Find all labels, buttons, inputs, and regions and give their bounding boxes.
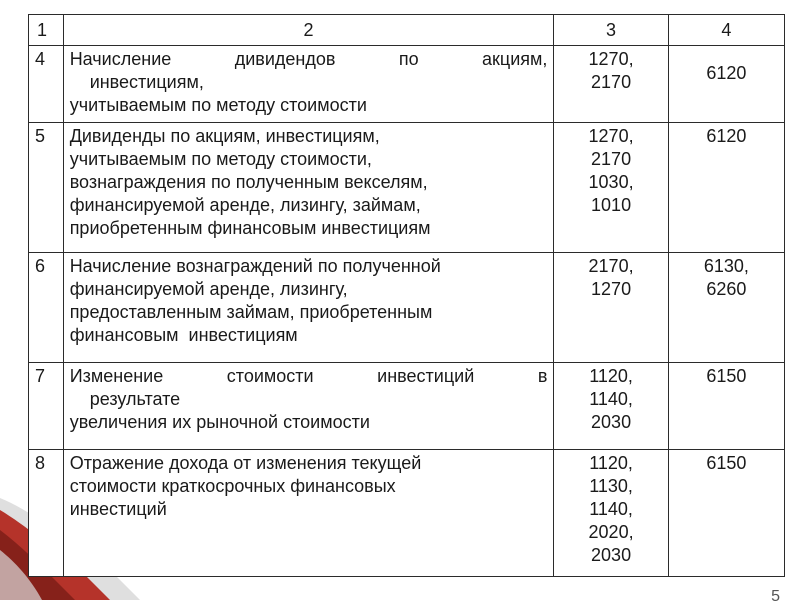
- code-line: 1120,: [589, 453, 633, 473]
- description-line: Дивиденды по акциям, инвестициям,: [69, 126, 380, 146]
- row-description: [63, 363, 554, 450]
- table-header-row: [29, 15, 785, 46]
- description-line: результате: [89, 389, 181, 409]
- row-col4-codes: [668, 123, 784, 253]
- code-line: 1270: [591, 279, 632, 299]
- description-line: учитываемым по методу стоимости,: [69, 149, 372, 169]
- description-line: финансируемой аренде, лизингу,: [69, 279, 348, 299]
- code-line: 1010: [591, 195, 632, 215]
- description-line: Начисление вознаграждений по полученной: [69, 256, 441, 276]
- code-line: 1270,: [588, 126, 634, 146]
- row-number: 7: [29, 363, 64, 450]
- description-line: финансируемой аренде, лизингу, займам,: [69, 195, 421, 215]
- code-line: 1030,: [588, 172, 634, 192]
- table-row: [29, 450, 785, 577]
- code-line: 2030: [591, 545, 632, 565]
- code-line: 1140,: [589, 389, 633, 409]
- row-col3-codes: [554, 450, 668, 577]
- row-number: 6: [29, 253, 64, 363]
- row-description: [63, 253, 554, 363]
- description-line: стоимости краткосрочных финансовых: [69, 476, 396, 496]
- code-line: 6150: [706, 366, 747, 386]
- code-line: 2020,: [588, 522, 634, 542]
- row-col4-codes: [668, 363, 784, 450]
- row-col4-codes: [668, 253, 784, 363]
- code-line: 1270,: [588, 49, 634, 69]
- table-row: [29, 46, 785, 123]
- description-line: приобретенным финансовым инвестициям: [69, 218, 431, 238]
- code-line: 6130,: [703, 256, 749, 276]
- table-row: [29, 363, 785, 450]
- code-line: 6120: [706, 63, 747, 83]
- page-number: 5: [771, 588, 780, 605]
- row-description: [63, 46, 554, 123]
- row-col3-codes: [554, 123, 668, 253]
- description-line: финансовым инвестициям: [69, 325, 298, 345]
- row-description: [63, 450, 554, 577]
- code-line: 6260: [706, 279, 747, 299]
- description-line: Начисление дивидендов по акциям,: [69, 49, 548, 69]
- row-description: [63, 123, 554, 253]
- row-col3-codes: [554, 253, 668, 363]
- description-line: предоставленным займам, приобретенным: [69, 302, 433, 322]
- code-line: 6120: [706, 126, 747, 146]
- table-row: [29, 253, 785, 363]
- code-line: 2030: [591, 412, 632, 432]
- accounting-table: [28, 14, 785, 577]
- row-number: 8: [29, 450, 64, 577]
- description-line: вознаграждения по полученным векселям,: [69, 172, 428, 192]
- row-col4-codes: [668, 46, 784, 123]
- header-cell-2: 2: [63, 15, 554, 46]
- description-line: инвестиций: [69, 499, 167, 519]
- row-col3-codes: [554, 46, 668, 123]
- code-line: 6150: [706, 453, 747, 473]
- code-line: 2170: [591, 149, 632, 169]
- description-line: учитываемым по методу стоимости: [69, 95, 367, 115]
- header-cell-1: 1: [29, 15, 64, 46]
- table-row: [29, 123, 785, 253]
- code-line: 1130,: [589, 476, 633, 496]
- row-number: 5: [29, 123, 64, 253]
- description-line: инвестициям,: [89, 72, 204, 92]
- row-col3-codes: [554, 363, 668, 450]
- code-line: 2170: [591, 72, 632, 92]
- code-line: 1140,: [589, 499, 633, 519]
- description-line: Изменение стоимости инвестиций в: [69, 366, 548, 386]
- code-line: 1120,: [589, 366, 633, 386]
- row-number: 4: [29, 46, 64, 123]
- code-line: 2170,: [588, 256, 634, 276]
- header-cell-4: 4: [668, 15, 784, 46]
- description-line: увеличения их рыночной стоимости: [69, 412, 370, 432]
- header-cell-3: 3: [554, 15, 668, 46]
- row-col4-codes: [668, 450, 784, 577]
- description-line: Отражение дохода от изменения текущей: [69, 453, 422, 473]
